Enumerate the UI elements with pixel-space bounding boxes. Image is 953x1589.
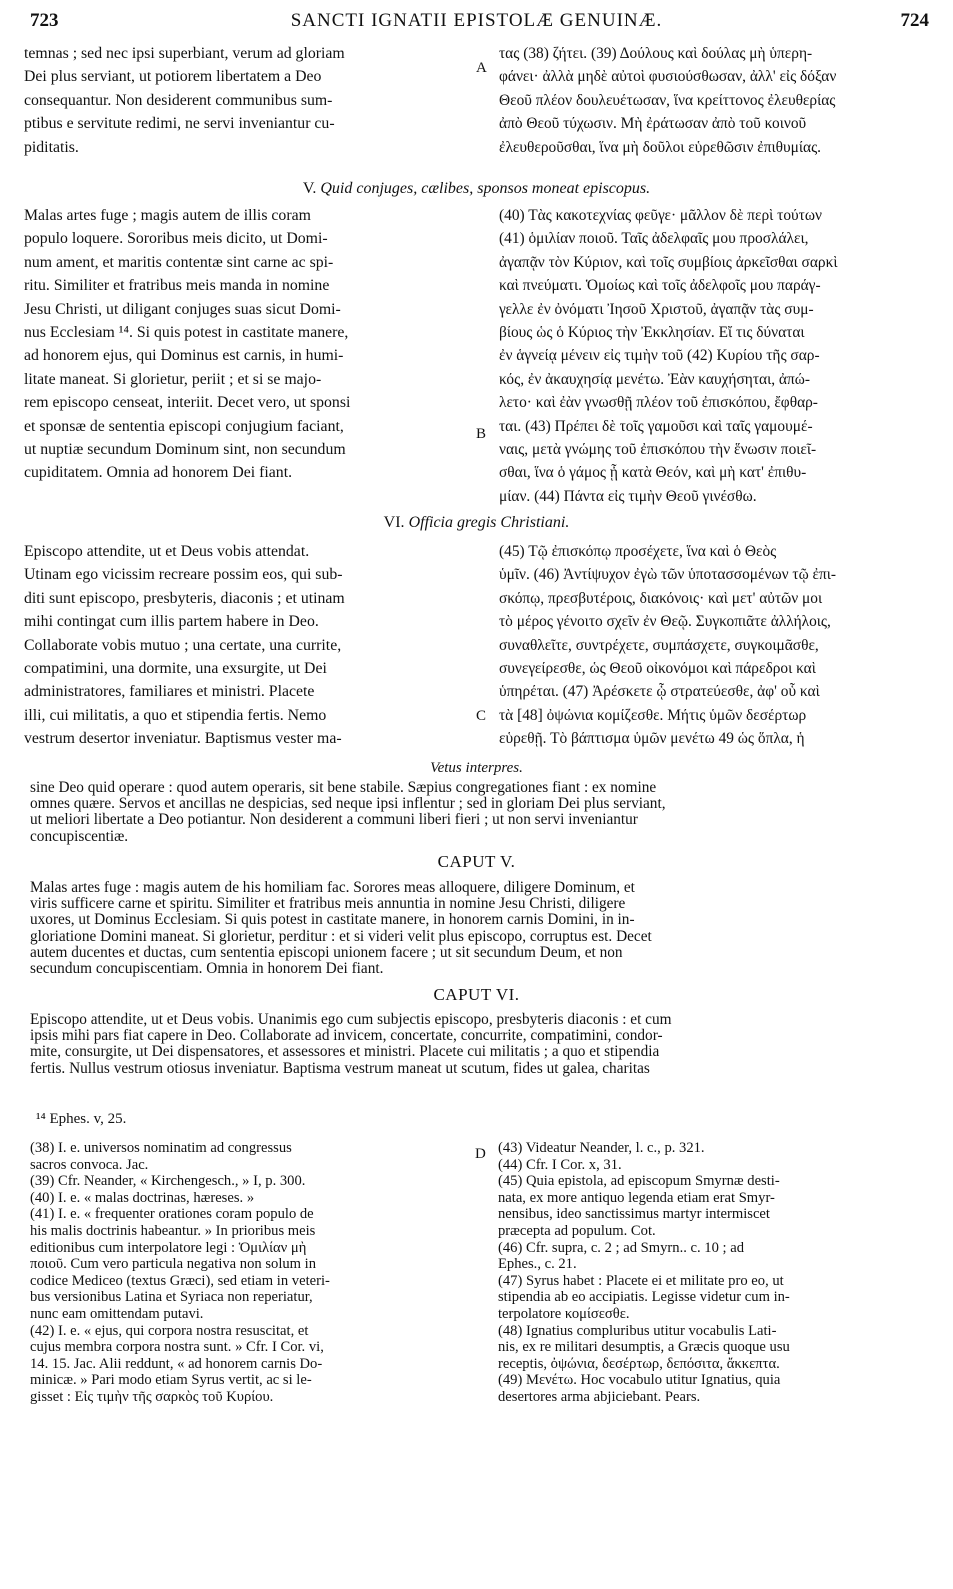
old-version-paragraph-3: Episcopo attendite, ut et Deus vobis. Unanimis ego cum subjectis episcopo, presbyteris diaconis : et cum ipsis mihi pars fiat capere in Deo. Collaborate ad invicem, concertate, concurrite, compatimini, condor- mite, consurgite, ut Dei dispensatores, et assessores et ministri. Placete cui militatis ; a quo et stipendia fertis. Nullus vestrum otiosus inveniatur. Baptisma vestrum maneat ut scutum, fides ut galea, charitas [30,1011,672,1077]
heading-chapter-5 [0,180,953,198]
section-2 [24,204,929,504]
running-header [0,0,953,40]
section-1 [24,42,929,162]
heading-number: V. [302,180,317,197]
footnote-14: ¹⁴ Ephes. v, 25. [36,1111,127,1127]
heading-text: Officia gregis Christiani. [408,514,570,531]
caput-5-heading: CAPUT V. [437,852,516,871]
caput-6-heading: CAPUT VI. [433,985,520,1004]
notes-right-column: (43) Videatur Neander, l. c., p. 321. (44) Cfr. I Cor. x, 31. (45) Quia epistola, ad episcopum Smyrnæ desti- nata, ex more antiquo legenda etiam erat Smyr- nensibus, ideo sanctissimus martyr intermiscet præcepta ad populum. Cot. (46) Cfr. supra, c. 2 ; ad Smyrn.. c. 10 ; ad Ephes., c. 21. (47) Syrus habet : Placete ei et militate pro eo, ut stipendia ab eo accipiatis. Legisse videtur cum in- terpolatore κομίσεσθε. (48) Ignatius compluribus utitur vocabulis Lati- nis, ex re militari desumptis, a Græcis quoque usu receptis, ὀψώνια, δεσέρτωρ, δεπόσιτα, ἄκκεπτα. (49) Μενέτω. Hoc vocabulo utitur Ignatius, quia desertores arma abjiciebant. Pears. [498,1140,790,1405]
old-version-paragraph-2: Malas artes fuge : magis autem de his homiliam fac. Sorores meas alloquere, diligere Dominum, et viris sufficere carne et spiritu. Similiter et fratribus meis annuntia in nomine Jesu Christi, diligere uxores, ut Dominus Ecclesiam. Si quis potest in castitate manere, in honorem carnis Domini, in in- gloriatione Domini maneat. Si glorietur, perditur : et si videri velit plus episcopo, corruptus est. Decet autem ducentes et ductas, cum sententia episcopi unionem facere ; ut sit secundum Deum, et non secundum concupiscentiam. Omnia in honorem Dei fiant. [30,879,652,978]
latin-column: temnas ; sed nec ipsi superbiant, verum ad gloriam Dei plus serviant, ut potiorem libertatem a Deo consequantur. Non desiderent communibus sum- ptibus e servitute redimi, ne servi inveniantur cu- piditatis. [24,45,345,156]
margin-letter-b: B [476,426,487,442]
page-number-right: 724 [900,10,929,31]
running-title: SANCTI IGNATII EPISTOLÆ GENUINÆ. [290,10,663,31]
heading-text: Quid conjuges, cælibes, sponsos moneat episcopus. [320,180,651,197]
margin-letter-a: A [476,60,487,76]
latin-column: Malas artes fuge ; magis autem de illis coram populo loquere. Sororibus meis dicito, ut Domi- num ament, et maritis contentæ sint carne ac spi- ritu. Similiter et fratribus meis manda in nomine Jesu Christi, ut diligant conjuges suas sicut Domi- nus Ecclesiam ¹⁴. Si quis potest in castitate manere, ad honorem ejus, qui Dominus est carnis, in humi- litate maneat. Si glorietur, periit ; et si se majo- rem episcopo censeat, interiit. Decet vero, ut sponsi et sponsæ de sententia episcopi conjugium faciant, ut nuptiæ secundum Dominum sint, non secundum cupiditatem. Omnia ad honorem Dei fiant. [24,207,351,482]
notes-left-column: (38) I. e. universos nominatim ad congressus sacros convoca. Jac. (39) Cfr. Neander, « Kirchengesch., » I, p. 300. (40) I. e. « malas doctrinas, hæreses. » (41) I. e. « frequenter orationes coram populo de his malis doctrinis habeantur. » In prioribus meis editionibus cum interpolatore legi : Ὁμιλίαν μὴ ποιοῦ. Cum vero particula negativa non solum in codice Mediceo (textus Græci), sed etiam in veteri- bus versionibus Latina et Syriaca non reperiatur, nunc eam omittendam putavi. (42) I. e. « ejus, qui corpora nostra resuscitat, et cujus membra corpora nostra sunt. » Cfr. I Cor. vi, 14. 15. Jac. Alii reddunt, « ad honorem carnis Do- minicæ. » Pari modo etiam Syrus vertit, ac si le- gisset : Εἰς τιμὴν τῆς σαρκὸς τοῦ Κυρίου. [30,1140,330,1405]
heading-chapter-6 [0,514,953,532]
old-version-paragraph-1: sine Deo quid operare : quod autem operaris, sit bene stabile. Sæpius congregationes fiant : ex nomine omnes quære. Servos et ancillas ne despicias, sed neque ipsi inflentur ; sed in gloriam Dei plus serviant, ut meliori libertate a Deo potiantur. Non desiderent a communi liberi fieri ; ut non servi inveniantur concupiscentiæ. [30,779,666,845]
margin-letter-d: D [475,1146,486,1162]
heading-number: VI. [383,514,405,531]
greek-column: τας (38) ζήτει. (39) Δούλους καὶ δούλας μὴ ὑπερη- φάνει· ἀλλὰ μηδὲ αὐτοὶ φυσιούσθωσαν, ἀλλ' εἰς δόξαν Θεοῦ πλέον δουλευέτωσαν, ἵνα κρείττονος ἐλευθερίας ἀπὸ Θεοῦ τύχωσιν. Μὴ ἐράτωσαν ἀπὸ τοῦ κοινοῦ ἐλευθεροῦσθαι, ἵνα μὴ δοῦλοι εὑρεθῶσιν ἐπιθυμίας. [499,45,837,156]
section-3 [24,540,929,752]
latin-column: Episcopo attendite, ut et Deus vobis attendat. Utinam ego vicissim recreare possim eos, qui sub- diti sunt episcopo, presbyteris, diaconis ; et utinam mihi contingat cum illis partem habere in Deo. Collaborate vobis mutuo ; una certate, una currite, compatimini, una dormite, una exsurgite, ut Dei administratores, familiares et ministri. Placete illi, cui militatis, a quo et stipendia fertis. Nemo vestrum desertor inveniatur. Baptismus vester ma- [24,543,345,748]
greek-column: (45) Τῷ ἐπισκόπῳ προσέχετε, ἵνα καὶ ὁ Θεὸς ὑμῖν. (46) Ἀντίψυχον ἐγὼ τῶν ὑποτασσομένων τῷ ἐπι- σκόπῳ, πρεσβυτέροις, διακόνοις· καὶ μετ' αὐτῶν μοι τὸ μέρος γένοιτο σχεῖν ἐν Θεῷ. Συγκοπιᾶτε ἀλλήλοις, συναθλεῖτε, συντρέχετε, συμπάσχετε, συγκοιμᾶσθε, συνεγείρεσθε, ὡς Θεοῦ οἰκονόμοι καὶ πάρεδροι καὶ ὑπηρέται. (47) Ἀρέσκετε ᾧ στρατεύεσθε, ἀφ' οὗ καὶ τὰ [48] ὀψώνια κομίζεσθε. Μήτις ὑμῶν δεσέρτωρ εὑρεθῇ. Τὸ βάπτισμα ὑμῶν μενέτω 49 ὡς ὅπλα, ἡ [499,543,837,748]
margin-letter-c: C [476,708,487,724]
vetus-interpres-heading: Vetus interpres. [430,760,523,776]
greek-column: (40) Τὰς κακοτεχνίας φεῦγε· μᾶλλον δὲ περὶ τούτων (41) ὁμιλίαν ποιοῦ. Ταῖς ἀδελφαῖς μου προσλάλει, ἀγαπᾷν τὸν Κύριον, καὶ τοῖς συμβίοις ἀρκεῖσθαι σαρκὶ καὶ πνεύματι. Ὁμοίως καὶ τοῖς ἀδελφοῖς μου παράγ- γελλε ἐν ὀνόματι Ἰησοῦ Χριστοῦ, ἀγαπᾷν τὰς συμ- βίους ὡς ὁ Κύριος τὴν Ἐκκλησίαν. Εἴ τις δύναται ἐν ἁγνείᾳ μένειν εἰς τιμὴν τοῦ (42) Κυρίου τῆς σαρ- κός, ἐν ἀκαυχησίᾳ μενέτω. Ἐὰν καυχήσηται, ἀπώ- λετο· καὶ ἐὰν γνωσθῇ πλέον τοῦ ἐπισκόπου, ἔφθαρ- ται. (43) Πρέπει δὲ τοῖς γαμοῦσι καὶ ταῖς γαμουμέ- ναις, μετὰ γνώμης τοῦ ἐπισκόπου τὴν ἕνωσιν ποιεῖ- σθαι, ἵνα ὁ γάμος ᾖ κατὰ Θεόν, καὶ μὴ κατ' ἐπιθυ- μίαν. (44) Πάντα εἰς τιμὴν Θεοῦ γινέσθω. [499,207,838,505]
page-number-left: 723 [30,10,59,31]
